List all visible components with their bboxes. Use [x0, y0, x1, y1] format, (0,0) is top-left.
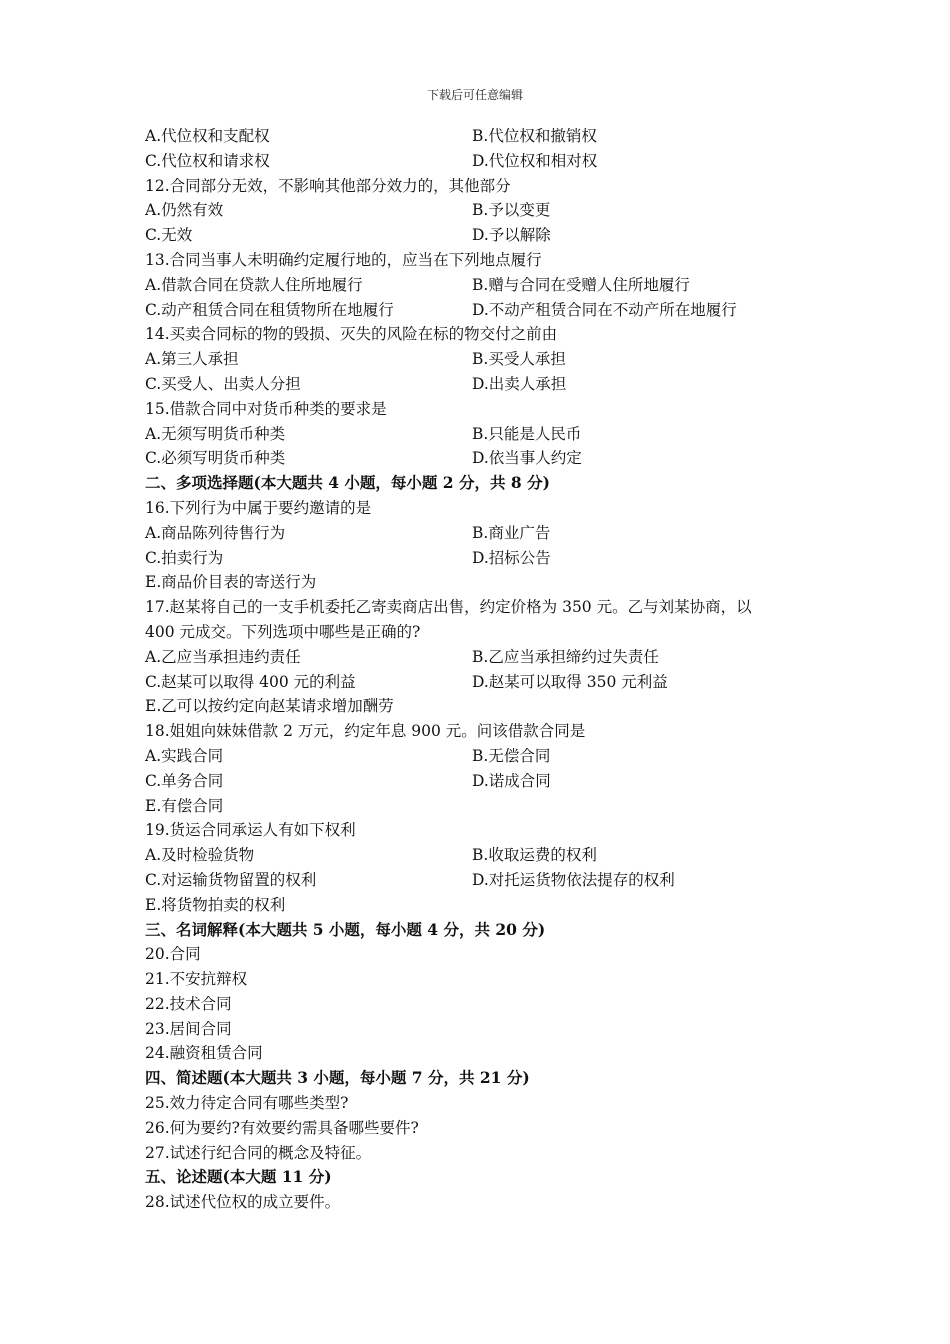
option-right: B.买受人承担: [472, 350, 566, 369]
option-right: B.无偿合同: [472, 746, 551, 765]
text-line: 19.货运合同承运人有如下权利: [145, 821, 356, 840]
option-right: D.不动产租赁合同在不动产所在地履行: [472, 300, 737, 319]
option-row: [145, 149, 835, 174]
text-line: 18.姐姐向妹妹借款 2 万元，约定年息 900 元。问该借款合同是: [145, 722, 586, 741]
option-right: B.赠与合同在受赠人住所地履行: [472, 275, 690, 294]
section-heading: 四、简述题(本大题共 3 小题，每小题 7 分，共 21 分): [145, 1068, 530, 1088]
option-left: C.赵某可以取得 400 元的利益: [145, 672, 356, 691]
section-heading: 二、多项选择题(本大题共 4 小题，每小题 2 分，共 8 分): [145, 473, 550, 493]
option-row: [145, 868, 835, 893]
option-left: C.对运输货物留置的权利: [145, 870, 317, 889]
option-row: [145, 372, 835, 397]
option-left: A.无须写明货币种类: [145, 424, 286, 443]
option-row: [145, 298, 835, 323]
option-left: C.单务合同: [145, 771, 224, 790]
option-row: [145, 670, 835, 695]
section-heading: 五、论述题(本大题 11 分): [145, 1167, 332, 1187]
text-line: E.乙可以按约定向赵某请求增加酬劳: [145, 697, 394, 716]
option-left: A.乙应当承担违约责任: [145, 647, 301, 666]
option-row: [145, 422, 835, 447]
option-right: D.招标公告: [472, 548, 551, 567]
option-left: C.代位权和请求权: [145, 151, 270, 170]
option-left: A.借款合同在贷款人住所地履行: [145, 275, 363, 294]
option-right: D.对托运货物依法提存的权利: [472, 870, 675, 889]
page-header: 下载后可任意编辑: [426, 88, 523, 102]
option-right: B.予以变更: [472, 201, 551, 220]
option-row: [145, 273, 835, 298]
text-line: E.将货物拍卖的权利: [145, 895, 286, 914]
option-row: [145, 347, 835, 372]
option-row: [145, 546, 835, 571]
option-row: [145, 521, 835, 546]
option-row: [145, 769, 835, 794]
option-right: B.乙应当承担缔约过失责任: [472, 647, 659, 666]
option-left: A.仍然有效: [145, 201, 224, 220]
option-right: D.代位权和相对权: [472, 151, 598, 170]
option-left: C.动产租赁合同在租赁物所在地履行: [145, 300, 394, 319]
option-right: D.出卖人承担: [472, 374, 567, 393]
option-left: C.拍卖行为: [145, 548, 224, 567]
exam-content: [145, 124, 835, 1215]
option-right: B.收取运费的权利: [472, 846, 597, 865]
text-line: 400 元成交。下列选项中哪些是正确的?: [145, 622, 421, 641]
option-row: [145, 744, 835, 769]
option-right: D.诺成合同: [472, 771, 551, 790]
text-line: 21.不安抗辩权: [145, 970, 248, 989]
option-right: B.代位权和撤销权: [472, 127, 597, 145]
text-line: 23.居间合同: [145, 1019, 232, 1038]
text-line: E.商品价目表的寄送行为: [145, 573, 317, 592]
option-row: [145, 124, 835, 149]
section-heading: 三、名词解释(本大题共 5 小题，每小题 4 分，共 20 分): [145, 919, 546, 939]
option-left: C.买受人、出卖人分担: [145, 374, 301, 393]
text-line: 15.借款合同中对货币种类的要求是: [145, 399, 387, 418]
option-right: D.予以解除: [472, 226, 551, 245]
option-right: B.商业广告: [472, 523, 551, 542]
text-line: 16.下列行为中属于要约邀请的是: [145, 498, 372, 517]
text-line: 27.试述行纪合同的概念及特征。: [145, 1143, 372, 1162]
text-line: E.有偿合同: [145, 796, 224, 815]
option-left: A.商品陈列待售行为: [145, 523, 286, 542]
option-right: B.只能是人民币: [472, 424, 582, 443]
option-right: D.赵某可以取得 350 元利益: [472, 672, 668, 691]
text-line: 22.技术合同: [145, 994, 232, 1013]
option-row: [145, 645, 835, 670]
option-left: A.实践合同: [145, 746, 224, 765]
text-line: 20.合同: [145, 945, 201, 964]
option-left: A.及时检验货物: [145, 846, 255, 865]
option-left: A.代位权和支配权: [145, 127, 270, 145]
text-line: 25.效力待定合同有哪些类型?: [145, 1094, 349, 1113]
option-row: [145, 198, 835, 223]
text-line: 17.赵某将自己的一支手机委托乙寄卖商店出售，约定价格为 350 元。乙与刘某协商，以: [145, 598, 752, 617]
option-right: D.依当事人约定: [472, 449, 582, 468]
text-line: 24.融资租赁合同: [145, 1044, 263, 1063]
option-left: A.第三人承担: [145, 350, 239, 369]
option-row: [145, 446, 835, 471]
text-line: 26.何为要约?有效要约需具备哪些要件?: [145, 1118, 419, 1137]
text-line: 28.试述代位权的成立要件。: [145, 1193, 341, 1212]
text-line: 13.合同当事人未明确约定履行地的，应当在下列地点履行: [145, 250, 542, 269]
option-row: [145, 223, 835, 248]
text-line: 12.合同部分无效，不影响其他部分效力的，其他部分: [145, 176, 511, 195]
option-left: C.必须写明货币种类: [145, 449, 286, 468]
option-row: [145, 843, 835, 868]
option-left: C.无效: [145, 226, 193, 245]
text-line: 14.买卖合同标的物的毁损、灭失的风险在标的物交付之前由: [145, 325, 558, 344]
